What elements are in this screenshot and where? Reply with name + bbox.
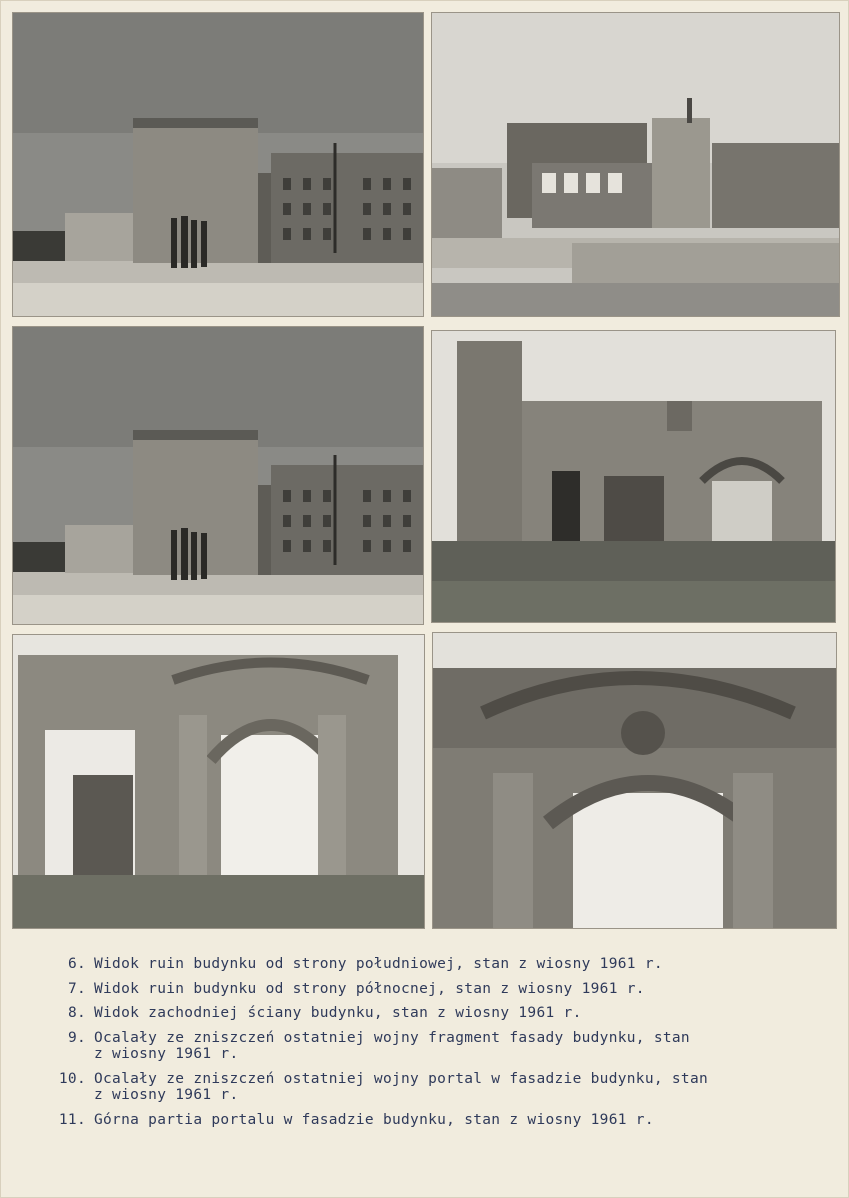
caption-9 [42, 1030, 802, 1062]
caption-text: Widok zachodniej ściany budynku, stan z wiosny 1961 r. [94, 1005, 582, 1021]
photo-portal-upper-part [432, 632, 837, 929]
caption-11 [42, 1112, 802, 1128]
photo-ruins-north-view [12, 326, 424, 625]
photo-ruins-street-view [12, 12, 424, 317]
photo-facade-fragment [431, 330, 836, 623]
caption-text: Widok ruin budynku od strony północnej, stan z wiosny 1961 r. [94, 981, 645, 997]
caption-number: 8. [67, 1005, 86, 1021]
caption-text: Ocalały ze zniszczeń ostatniej wojny fragment fasady budynku, stan z wiosny 1961 r. [94, 1030, 690, 1062]
caption-8 [42, 1005, 802, 1021]
caption-7 [42, 981, 802, 997]
caption-text: Górna partia portalu w fasadzie budynku, stan z wiosny 1961 r. [94, 1112, 654, 1128]
caption-number: 10. [58, 1071, 86, 1087]
caption-number: 9. [67, 1030, 86, 1046]
caption-number: 11. [58, 1112, 86, 1128]
caption-text: Ocalały ze zniszczeń ostatniej wojny portal w fasadzie budynku, stan z wiosny 1961 r. [94, 1071, 709, 1103]
caption-text: Widok ruin budynku od strony południowej, stan z wiosny 1961 r. [94, 956, 663, 972]
photo-ruins-river-view [431, 12, 840, 317]
caption-number: 7. [67, 981, 86, 997]
caption-10 [42, 1071, 802, 1103]
caption-number: 6. [67, 956, 86, 972]
caption-6 [42, 956, 802, 972]
photo-facade-portal [12, 634, 425, 929]
